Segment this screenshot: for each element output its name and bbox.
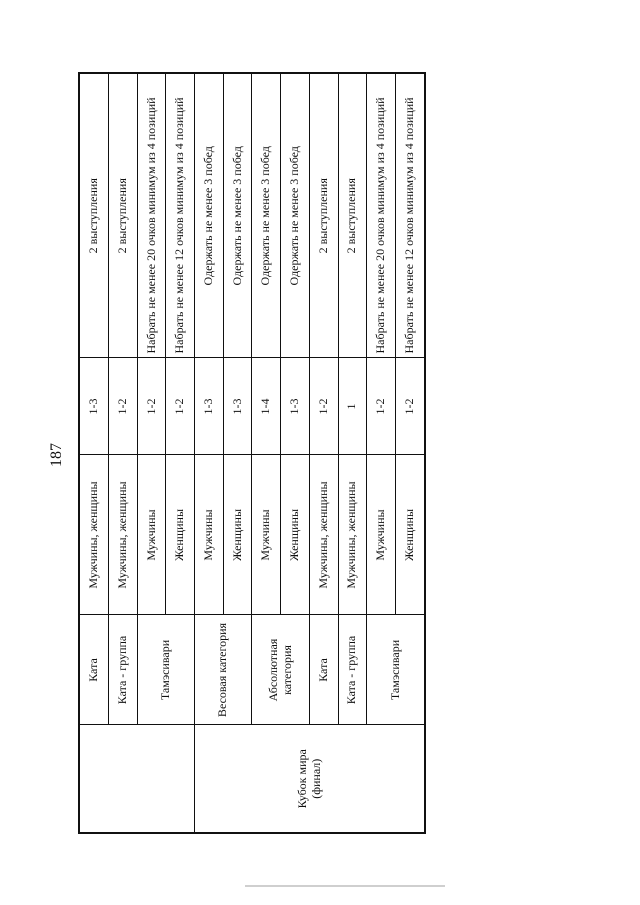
rotated-table-container bbox=[78, 74, 426, 834]
page-number: 187 bbox=[48, 443, 65, 467]
category-cell: Мужчины bbox=[195, 455, 224, 615]
category-cell: Мужчины bbox=[367, 455, 396, 615]
requirement-cell: 2 выступления bbox=[109, 73, 138, 358]
places-cell: 1-4 bbox=[252, 358, 281, 455]
places-cell: 1-3 bbox=[281, 358, 310, 455]
qualification-table bbox=[78, 72, 426, 834]
category-cell: Женщины bbox=[166, 455, 195, 615]
discipline-cell: Ката - группа bbox=[109, 615, 138, 725]
discipline-cell: Ката bbox=[79, 615, 109, 725]
places-cell: 1-2 bbox=[395, 358, 425, 455]
places-cell: 1-2 bbox=[109, 358, 138, 455]
discipline-cell: Ката bbox=[309, 615, 338, 725]
discipline-cell: Абсолютная категория bbox=[252, 615, 309, 725]
places-cell: 1-3 bbox=[223, 358, 252, 455]
discipline-cell: Тамэсивари bbox=[137, 615, 194, 725]
requirement-cell: 2 выступления bbox=[338, 73, 367, 358]
table-row bbox=[338, 73, 367, 833]
places-cell: 1-3 bbox=[79, 358, 109, 455]
category-cell: Мужчины bbox=[252, 455, 281, 615]
places-cell: 1-3 bbox=[195, 358, 224, 455]
competition-cell: Кубок мира (финал) bbox=[195, 725, 425, 833]
requirement-cell: 2 выступления bbox=[309, 73, 338, 358]
requirement-cell: Одержать не менее 3 побед bbox=[195, 73, 224, 358]
requirement-cell: Одержать не менее 3 побед bbox=[281, 73, 310, 358]
places-cell: 1-2 bbox=[367, 358, 396, 455]
table-row bbox=[109, 73, 138, 833]
places-cell: 1 bbox=[338, 358, 367, 455]
discipline-cell: Ката - группа bbox=[338, 615, 367, 725]
places-cell: 1-2 bbox=[166, 358, 195, 455]
category-cell: Женщины bbox=[281, 455, 310, 615]
category-cell: Мужчины bbox=[137, 455, 166, 615]
table-row bbox=[195, 73, 224, 833]
requirement-cell: Одержать не менее 3 побед bbox=[223, 73, 252, 358]
table-row bbox=[137, 73, 166, 833]
table-row bbox=[367, 73, 396, 833]
table-row bbox=[79, 73, 109, 833]
requirement-cell: Набрать не менее 20 очков минимум из 4 позиций bbox=[137, 73, 166, 358]
competition-cell bbox=[79, 725, 195, 833]
requirement-cell: Набрать не менее 20 очков минимум из 4 позиций bbox=[367, 73, 396, 358]
requirement-cell: 2 выступления bbox=[79, 73, 109, 358]
discipline-cell: Тамэсивари bbox=[367, 615, 425, 725]
category-cell: Женщины bbox=[223, 455, 252, 615]
requirement-cell: Набрать не менее 12 очков минимум из 4 позиций bbox=[166, 73, 195, 358]
category-cell: Женщины bbox=[395, 455, 425, 615]
table-row bbox=[252, 73, 281, 833]
places-cell: 1-2 bbox=[137, 358, 166, 455]
category-cell: Мужчины, женщины bbox=[109, 455, 138, 615]
places-cell: 1-2 bbox=[309, 358, 338, 455]
page-bottom-rule bbox=[245, 885, 445, 887]
discipline-cell: Весовая категория bbox=[195, 615, 252, 725]
requirement-cell: Одержать не менее 3 побед bbox=[252, 73, 281, 358]
requirement-cell: Набрать не менее 12 очков минимум из 4 позиций bbox=[395, 73, 425, 358]
category-cell: Мужчины, женщины bbox=[338, 455, 367, 615]
category-cell: Мужчины, женщины bbox=[79, 455, 109, 615]
table-row bbox=[309, 73, 338, 833]
category-cell: Мужчины, женщины bbox=[309, 455, 338, 615]
